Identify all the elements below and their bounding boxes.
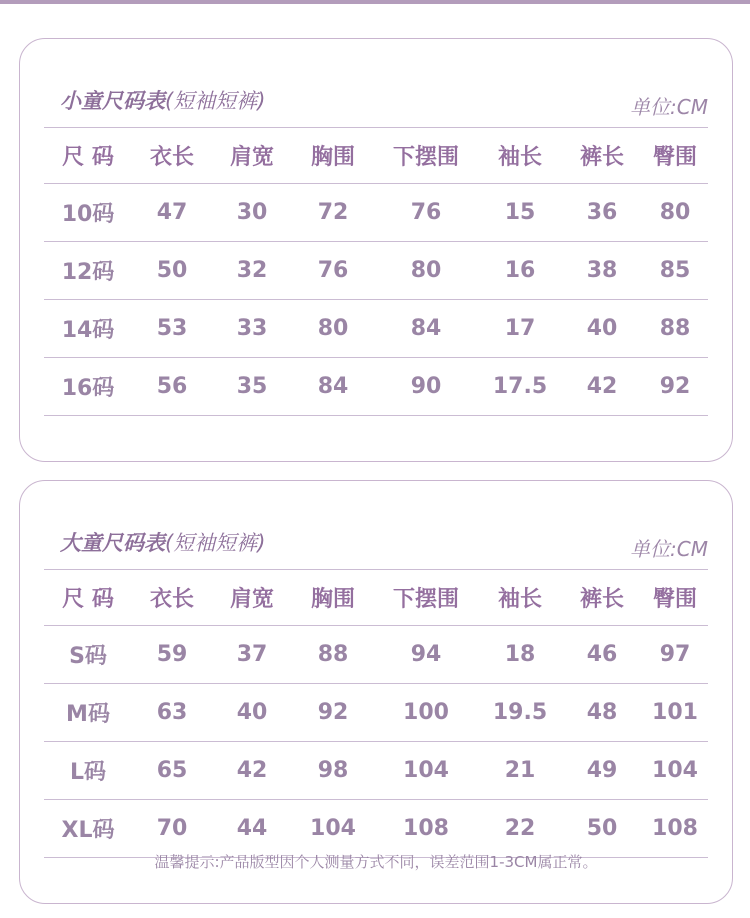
table-cell: 32 [236,258,268,283]
big-size-table [44,569,708,858]
column-header-hem: 下摆围 [392,587,459,612]
column-header-hip: 臀围 [652,145,697,170]
table-cell: 18 [504,642,536,667]
table-cell: 108 [403,816,449,841]
table-cell: 84 [410,316,442,341]
table-row [44,742,708,800]
table-cell: 50 [586,816,618,841]
table-cell: 46 [586,642,618,667]
table-cell: 35 [236,374,268,399]
table-cell: 38 [586,258,618,283]
table-cell: 56 [156,374,188,399]
small-size-chart-card [19,38,733,462]
column-header-size: 尺 码 [62,145,114,170]
table-cell: 42 [236,758,268,783]
table-cell: 37 [236,642,268,667]
table-cell: 92 [317,700,349,725]
column-header-sleeve: 袖长 [497,145,542,170]
table-cell: 22 [504,816,536,841]
table-cell: 40 [586,316,618,341]
table-cell: 80 [317,316,349,341]
table-cell: 50 [156,258,188,283]
small-chart-title-main: 小童尺码表 [60,89,165,113]
table-cell: 21 [504,758,536,783]
footnote: 温馨提示:产品版型因个人测量方式不同，误差范围1-3CM属正常。 [154,853,598,871]
table-cell: 48 [586,700,618,725]
table-cell: 65 [156,758,188,783]
column-header-pants-length: 裤长 [579,587,624,612]
column-header-chest: 胸围 [310,145,355,170]
table-row [44,800,708,858]
small-size-table [44,127,708,416]
table-cell: 104 [403,758,449,783]
table-cell: 80 [410,258,442,283]
table-cell: 17 [504,316,536,341]
table-cell: 12码 [61,260,115,285]
big-chart-title-main: 大童尺码表 [60,531,165,555]
table-cell: 33 [236,316,268,341]
table-cell: 15 [504,200,536,225]
table-cell: 90 [410,374,442,399]
table-cell: 53 [156,316,188,341]
table-cell: 108 [652,816,698,841]
column-header-sleeve: 袖长 [497,587,542,612]
table-cell: 40 [236,700,268,725]
small-chart-title [60,85,265,115]
column-header-size: 尺 码 [62,587,114,612]
table-cell: 97 [659,642,691,667]
table-cell: 42 [586,374,618,399]
small-chart-header [44,85,708,127]
table-cell: 76 [410,200,442,225]
table-row [44,184,708,242]
column-header-hem: 下摆围 [392,145,459,170]
table-cell: 49 [586,758,618,783]
small-chart-title-sub: (短袖短裤) [165,89,266,113]
table-cell: 10码 [61,202,115,227]
table-cell: 17.5 [492,374,548,399]
column-header-shoulder: 肩宽 [229,145,274,170]
table-row [44,300,708,358]
table-cell: 44 [236,816,268,841]
table-cell: 16 [504,258,536,283]
big-chart-header [44,527,708,569]
big-chart-title-sub: (短袖短裤) [165,531,266,555]
big-chart-title [60,527,265,557]
column-header-shoulder: 肩宽 [229,587,274,612]
column-header-length: 衣长 [149,587,194,612]
big-chart-unit: 单位:CM [630,537,708,561]
table-header-row [44,128,708,184]
table-cell: 70 [156,816,188,841]
table-header-row [44,570,708,626]
table-row [44,684,708,742]
table-cell: 94 [410,642,442,667]
top-accent-bar [0,0,750,4]
table-cell: L码 [69,760,107,785]
table-cell: 88 [659,316,691,341]
column-header-pants-length: 裤长 [579,145,624,170]
table-cell: XL码 [61,818,115,843]
table-cell: 104 [652,758,698,783]
big-size-chart-card [19,480,733,904]
table-cell: 84 [317,374,349,399]
table-cell: 19.5 [492,700,548,725]
table-cell: M码 [66,702,110,727]
table-cell: 72 [317,200,349,225]
table-cell: S码 [69,644,107,669]
table-cell: 104 [310,816,356,841]
table-cell: 88 [317,642,349,667]
column-header-length: 衣长 [149,145,194,170]
column-header-hip: 臀围 [652,587,697,612]
small-chart-unit: 单位:CM [630,95,708,119]
table-cell: 59 [156,642,188,667]
table-cell: 47 [156,200,188,225]
table-cell: 76 [317,258,349,283]
table-row [44,626,708,684]
table-cell: 92 [659,374,691,399]
table-cell: 101 [652,700,698,725]
table-cell: 100 [403,700,449,725]
table-cell: 30 [236,200,268,225]
table-cell: 36 [586,200,618,225]
table-cell: 80 [659,200,691,225]
table-cell: 63 [156,700,188,725]
column-header-chest: 胸围 [310,587,355,612]
table-cell: 14码 [61,318,115,343]
table-row [44,242,708,300]
table-cell: 16码 [61,376,115,401]
table-row [44,358,708,416]
table-cell: 98 [317,758,349,783]
table-cell: 85 [659,258,691,283]
